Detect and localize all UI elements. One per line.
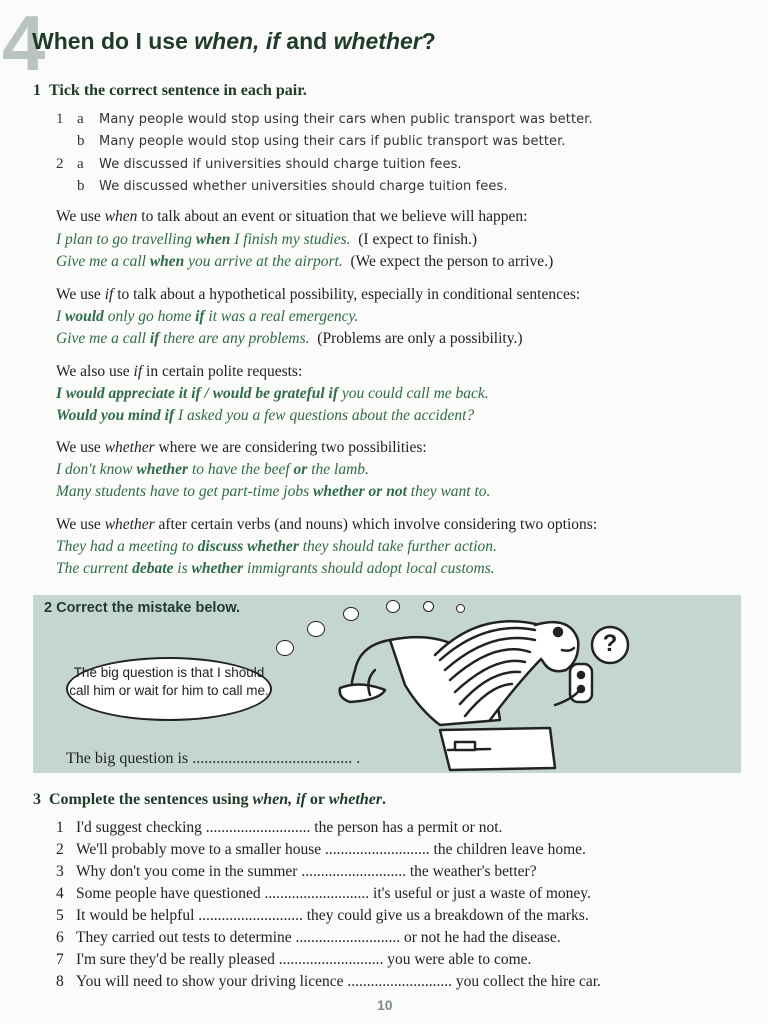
exercise-3-item[interactable]: 8 You will need to show your driving licence ........................... you collect the hire car. bbox=[56, 973, 601, 990]
example-polite-1: I would appreciate it if / would be grateful if you could call me back. bbox=[56, 385, 489, 402]
thought-bubble: The big question is that I should call him or wait for him to call me. bbox=[66, 657, 272, 721]
pair-1-number: 1 bbox=[56, 111, 64, 127]
thought-circle bbox=[276, 640, 294, 656]
section-2-heading: 2 Correct the mistake below. bbox=[44, 600, 241, 616]
example-if-1: I would only go home if it was a real emergency. bbox=[56, 308, 359, 325]
rule-whether: We use whether where we are considering two possibilities: bbox=[56, 439, 427, 456]
example-whether-2: Many students have to get part-time jobs whether or not they want to. bbox=[56, 483, 491, 500]
thought-circle bbox=[307, 621, 325, 637]
rule-polite: We also use if in certain polite requests: bbox=[56, 363, 303, 380]
example-whether-1: I don't know whether to have the beef or the lamb. bbox=[56, 461, 369, 478]
question-mark-icon: ? bbox=[602, 630, 618, 657]
exercise-3-item[interactable]: 7 I'm sure they'd be really pleased ........................... you were able to come. bbox=[56, 951, 532, 968]
pair-1a-sentence[interactable]: Many people would stop using their cars when public transport was better. bbox=[99, 112, 593, 127]
exercise-3-item[interactable]: 6 They carried out tests to determine ........................... or not he had the disease. bbox=[56, 929, 561, 946]
thinking-person-illustration bbox=[330, 600, 630, 772]
exercise-3-item[interactable]: 5 It would be helpful ........................... they could give us a breakdown of the marks. bbox=[56, 907, 589, 924]
option-letter-a: a bbox=[77, 111, 84, 127]
exercise-3-item[interactable]: 2 We'll probably move to a smaller house ........................... the children leave home. bbox=[56, 841, 586, 858]
exercise-3-item[interactable]: 4 Some people have questioned ........................... it's useful or just a waste of money. bbox=[56, 885, 591, 902]
page-number: 10 bbox=[377, 997, 393, 1013]
pair-1b-sentence[interactable]: Many people would stop using their cars if public transport was better. bbox=[99, 134, 566, 149]
rule-when: We use when to talk about an event or situation that we believe will happen: bbox=[56, 208, 528, 225]
option-letter-a: a bbox=[77, 156, 84, 172]
pair-2a-sentence[interactable]: We discussed if universities should charge tuition fees. bbox=[99, 157, 462, 172]
pair-2-number: 2 bbox=[56, 156, 64, 172]
answer-line[interactable]: The big question is ........................................ . bbox=[66, 750, 361, 767]
example-when-1: I plan to go travelling when I finish my studies. (I expect to finish.) bbox=[56, 231, 478, 248]
section-3-heading: 3 Complete the sentences using when, if or whether. bbox=[33, 791, 387, 808]
rule-if: We use if to talk about a hypothetical possibility, especially in conditional sentences: bbox=[56, 286, 581, 303]
page-title: When do I use when, if and whether? bbox=[32, 28, 436, 54]
example-whether-verbs-2: The current debate is whether immigrants should adopt local customs. bbox=[56, 560, 495, 577]
exercise-3-item[interactable]: 3 Why don't you come in the summer ........................... the weather's better? bbox=[56, 863, 537, 880]
exercise-3-item[interactable]: 1 I'd suggest checking ........................... the person has a permit or not. bbox=[56, 819, 503, 836]
rule-whether-verbs: We use whether after certain verbs (and nouns) which involve considering two options: bbox=[56, 516, 598, 533]
unit-number: 4 bbox=[2, 0, 46, 87]
option-letter-b: b bbox=[77, 133, 85, 149]
example-if-2: Give me a call if there are any problems. (Problems are only a possibility.) bbox=[56, 330, 523, 347]
pair-2b-sentence[interactable]: We discussed whether universities should charge tuition fees. bbox=[99, 179, 508, 194]
section-1-heading: 1 Tick the correct sentence in each pair. bbox=[33, 82, 307, 99]
example-when-2: Give me a call when you arrive at the airport. (We expect the person to arrive.) bbox=[56, 253, 554, 270]
example-whether-verbs-1: They had a meeting to discuss whether they should take further action. bbox=[56, 538, 497, 555]
option-letter-b: b bbox=[77, 178, 85, 194]
example-polite-2: Would you mind if I asked you a few questions about the accident? bbox=[56, 407, 475, 424]
